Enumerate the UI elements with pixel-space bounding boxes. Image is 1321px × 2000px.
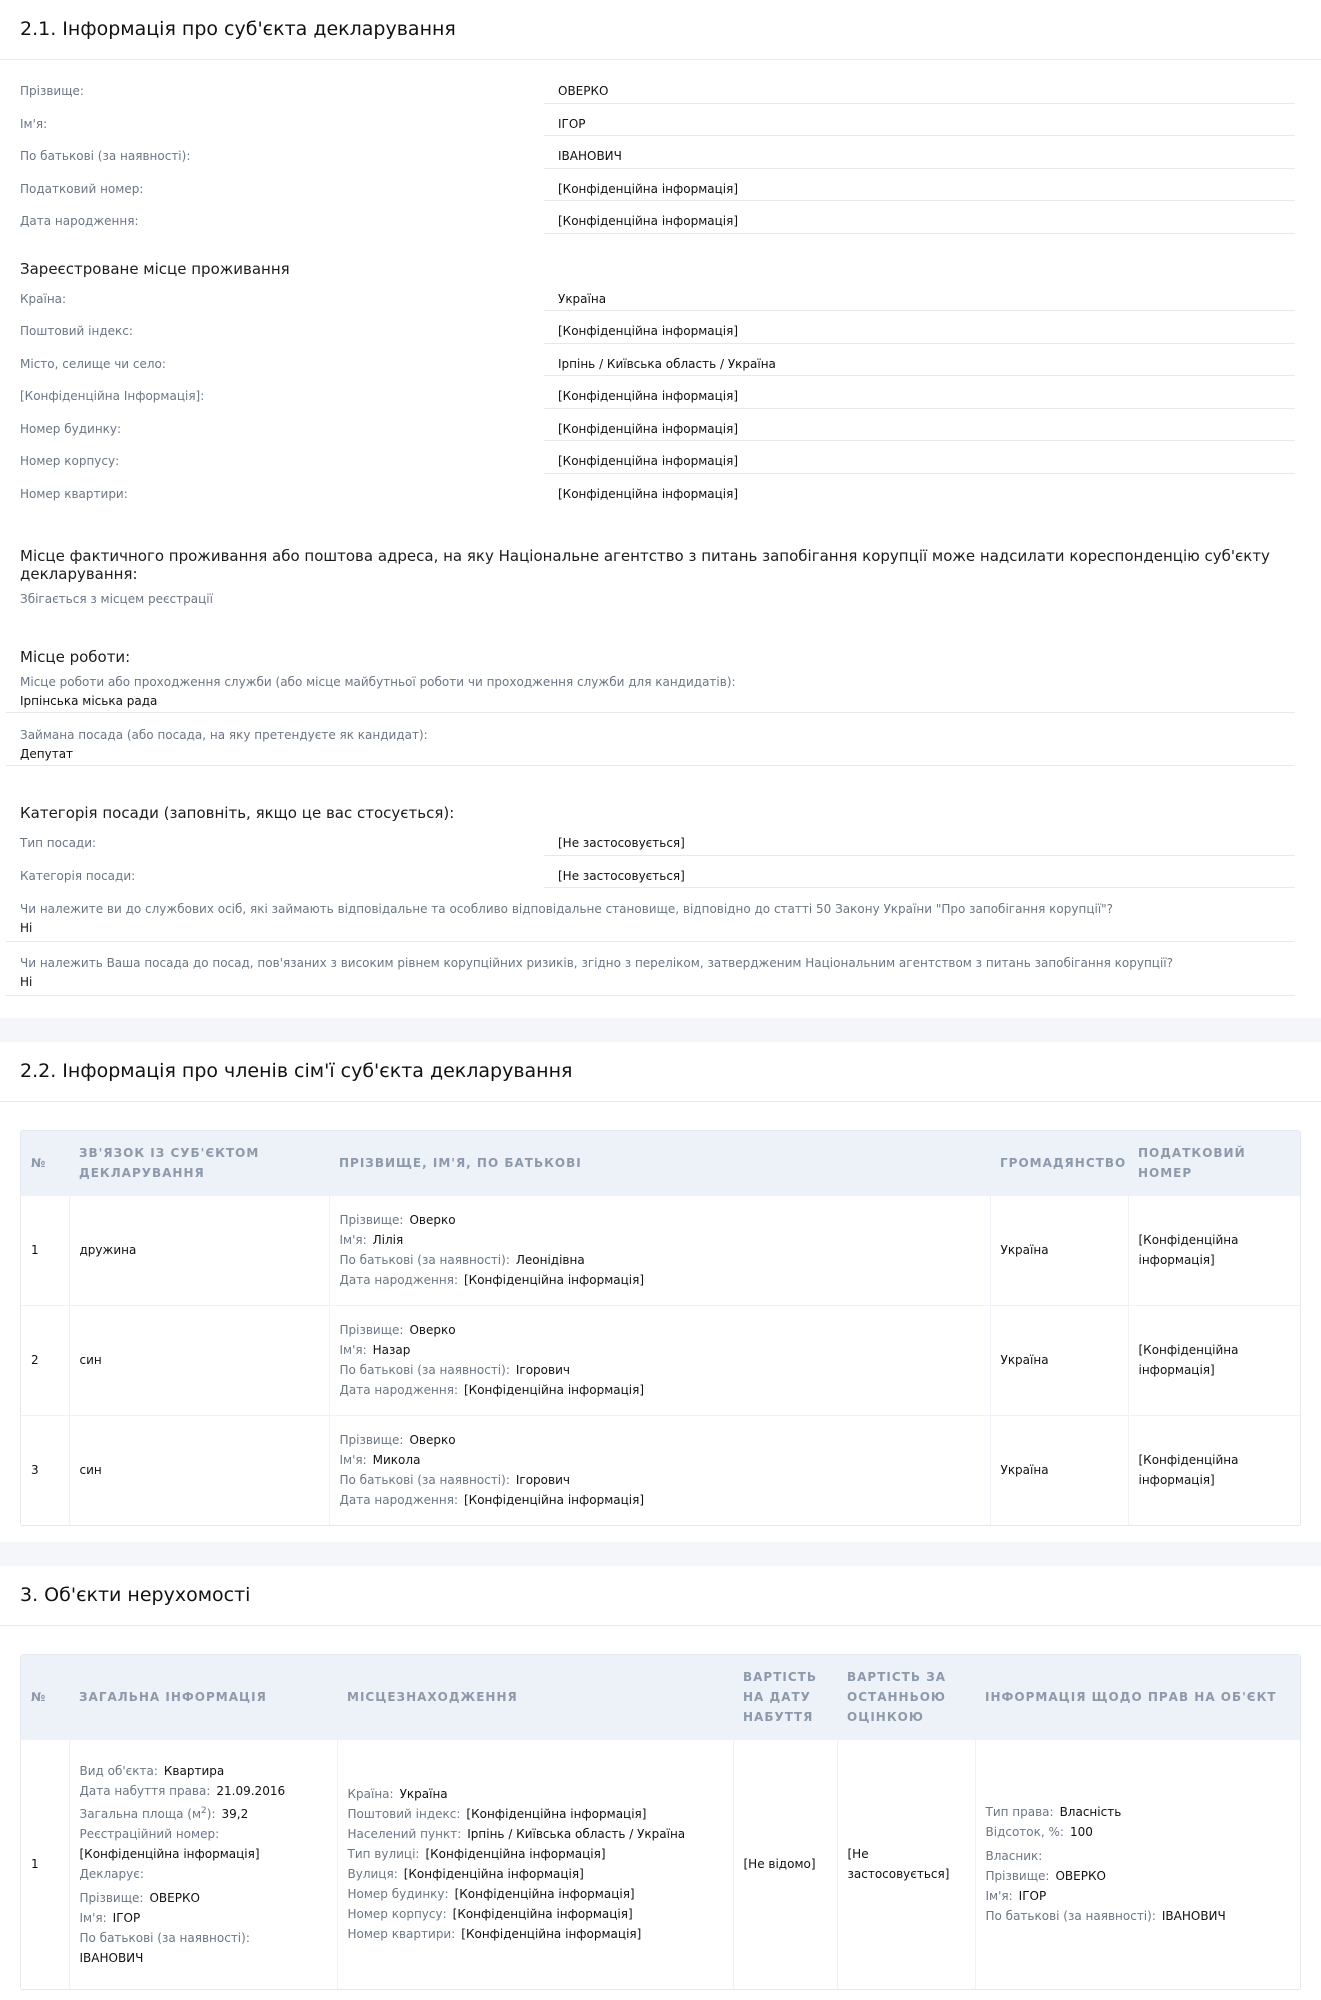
surname-value: Оверко [409, 1323, 456, 1337]
section-title: 3. Об'єкти нерухомості [0, 1566, 1321, 1626]
location-value: Ірпінь / Київська область / Україна [467, 1827, 686, 1842]
relation: син [69, 1415, 329, 1525]
position-label: Займана посада (або посада, на яку претендуєте як кандидат): [20, 728, 428, 742]
surname-label: Прізвище: [79, 1890, 144, 1905]
answer-text: Ні [20, 975, 33, 989]
field-label: Прізвище: [20, 84, 84, 98]
member-name-cell [329, 1305, 990, 1415]
col-header-rights: ІНФОРМАЦІЯ ЩОДО ПРАВ НА ОБ'ЄКТ [975, 1655, 1300, 1739]
section-gap [0, 1018, 1321, 1042]
info-row [0, 201, 1321, 234]
corruption-risk-question [0, 956, 1321, 996]
location-value: [Конфіденційна інформація] [452, 1907, 633, 1922]
member-name-cell [329, 1195, 990, 1305]
field-label: Категорія посади: [20, 868, 136, 883]
birth-label: Дата народження: [339, 1273, 458, 1287]
citizenship: Україна [990, 1305, 1128, 1415]
field-label: Номер корпусу: [20, 454, 120, 468]
info-row [0, 409, 1321, 442]
answer-text: Ні [20, 921, 33, 935]
field-label: Номер квартири: [20, 486, 128, 501]
field-value: Україна [558, 291, 607, 306]
position-category-heading: Категорія посади (заповніть, якщо це вас стосується): [20, 804, 455, 822]
location-value: Україна [399, 1787, 448, 1802]
info-row [0, 344, 1321, 377]
actual-address-heading: Місце фактичного проживання або поштова адреса, на яку Національне агентство з питань запобігання корупції може надсилати кореспонденцію суб'єкту декларування: [20, 547, 1270, 583]
area-label: Загальна площа $(м^2)$: [79, 1805, 216, 1821]
row-number: 1 [21, 1739, 69, 1989]
location-label: Вулиця: [347, 1867, 398, 1882]
location-label: Країна: [347, 1787, 394, 1802]
info-row [0, 441, 1321, 474]
info-row [0, 856, 1321, 889]
tax-number: [Конфіденційна інформація] [1128, 1305, 1300, 1415]
reg-number-value: [Конфіденційна інформація] [79, 1846, 260, 1861]
table-row [21, 1195, 1300, 1305]
area-value: 39,2 [221, 1806, 249, 1821]
patronymic-label: По батькові (за наявності): [339, 1473, 510, 1488]
field-label: Ім'я: [20, 116, 48, 131]
object-type-value: Квартира [163, 1763, 225, 1778]
field-label: Тип посади: [20, 836, 97, 850]
col-header-location: МІСЦЕЗНАХОДЖЕННЯ [337, 1655, 733, 1739]
info-row [0, 169, 1321, 202]
personal-info-list [0, 71, 1321, 234]
field-value: ІВАНОВИЧ [558, 149, 622, 163]
location-value: [Конфіденційна інформація] [461, 1927, 642, 1942]
col-header-relation: ЗВ'ЯЗОК ІЗ СУБ'ЄКТОМ ДЕКЛАРУВАННЯ [69, 1131, 329, 1195]
tax-number: [Конфіденційна інформація] [1128, 1415, 1300, 1525]
location-label: Населений пункт: [347, 1827, 462, 1842]
birth-value: [Конфіденційна інформація] [464, 1273, 645, 1287]
col-header-general: ЗАГАЛЬНА ІНФОРМАЦІЯ [69, 1655, 337, 1739]
field-label: Країна: [20, 291, 67, 306]
table-row [21, 1739, 1300, 1989]
info-row [0, 104, 1321, 137]
field-value: [Конфіденційна інформація] [558, 214, 739, 228]
name-label: Ім'я: [339, 1453, 367, 1468]
name-value: Назар [372, 1343, 411, 1357]
acquisition-date-label: Дата набуття права: [79, 1783, 211, 1798]
field-value: [Конфіденційна інформація] [558, 486, 739, 501]
section-gap [0, 1542, 1321, 1566]
name-value: ІГОР [112, 1910, 141, 1925]
table-row [21, 1415, 1300, 1525]
field-value: [Конфіденційна інформація] [558, 324, 739, 338]
field-value: ОВЕРКО [558, 84, 609, 98]
cost-acquisition: [Не відомо] [733, 1739, 837, 1989]
real-estate-table [20, 1654, 1301, 1990]
family-members-section [0, 1042, 1321, 1542]
location-label: Поштовий індекс: [347, 1807, 461, 1822]
actual-address-note: Збігається з місцем реєстрації [20, 592, 213, 606]
location-value: [Конфіденційна інформація] [466, 1807, 647, 1822]
field-label: Податковий номер: [20, 181, 144, 196]
birth-value: [Конфіденційна інформація] [464, 1493, 645, 1508]
field-label: [Конфіденційна Інформація]: [20, 389, 205, 403]
object-type-label: Вид об'єкта: [79, 1763, 158, 1778]
registered-address-heading: Зареєстроване місце проживання [20, 259, 290, 278]
surname-label: Прізвище: [985, 1869, 1050, 1884]
workplace-value: Ірпінська міська рада [20, 694, 158, 708]
field-value: ІГОР [558, 116, 586, 131]
info-row [0, 311, 1321, 344]
patronymic-label: По батькові (за наявності): [985, 1909, 1156, 1924]
table-header-row [21, 1131, 1300, 1195]
relation: син [69, 1305, 329, 1415]
surname-value: ОВЕРКО [1055, 1869, 1106, 1884]
surname-value: Оверко [409, 1433, 456, 1448]
row-number: 1 [21, 1195, 69, 1305]
info-row [0, 823, 1321, 856]
col-header-num: № [21, 1131, 69, 1195]
patronymic-label: По батькові (за наявності): [339, 1363, 510, 1377]
field-label: Поштовий індекс: [20, 324, 133, 338]
owner-label: Власник: [985, 1849, 1043, 1864]
col-header-num: № [21, 1655, 69, 1739]
workplace-block [0, 675, 1321, 713]
location-cell [337, 1739, 733, 1989]
field-label: Місто, селище чи село: [20, 356, 166, 371]
question-text: Чи належите ви до службових осіб, які займають відповідальне та особливо відповідальне становище, відповідно до статті 50 Закону України "Про запобігання корупції"? [20, 902, 1114, 916]
name-label: Ім'я: [339, 1233, 367, 1247]
field-value: Ірпінь / Київська область / Україна [558, 356, 776, 371]
name-value: Микола [372, 1453, 421, 1468]
right-type-label: Тип права: [985, 1805, 1054, 1820]
patronymic-value: ІВАНОВИЧ [1161, 1909, 1226, 1924]
name-label: Ім'я: [339, 1343, 367, 1357]
position-block [0, 728, 1321, 766]
birth-value: [Конфіденційна інформація] [464, 1383, 645, 1397]
table-header-row [21, 1655, 1300, 1739]
col-header-cost-last: ВАРТІСТЬ ЗА ОСТАННЬОЮ ОЦІНКОЮ [837, 1655, 975, 1739]
field-value: [Не застосовується] [558, 868, 685, 883]
col-header-full-name: ПРІЗВИЩЕ, ІМ'Я, ПО БАТЬКОВІ [329, 1131, 990, 1195]
question-text: Чи належить Ваша посада до посад, пов'язаних з високим рівнем корупційних ризиків, згідно з переліком, затвердженим Національним агентством з питань запобігання корупції? [20, 956, 1173, 970]
location-value: [Конфіденційна інформація] [403, 1867, 584, 1882]
patronymic-label: По батькові (за наявності): [79, 1930, 250, 1945]
name-label: Ім'я: [79, 1910, 107, 1925]
citizenship: Україна [990, 1415, 1128, 1525]
birth-label: Дата народження: [339, 1493, 458, 1508]
field-label: По батькові (за наявності): [20, 149, 191, 163]
surname-label: Прізвище: [339, 1323, 404, 1337]
workplace-label: Місце роботи або проходження служби (або місце майбутньої роботи чи проходження служби для кандидатів): [20, 675, 736, 689]
row-number: 3 [21, 1415, 69, 1525]
right-type-value: Власність [1059, 1805, 1122, 1820]
share-value: 100 [1069, 1825, 1093, 1840]
surname-label: Прізвище: [339, 1433, 404, 1448]
location-value: [Конфіденційна інформація] [454, 1887, 635, 1902]
col-header-cost-acquisition: ВАРТІСТЬ НА ДАТУ НАБУТТЯ [733, 1655, 837, 1739]
cost-last-valuation: [Не застосовується] [837, 1739, 975, 1989]
share-label: Відсоток, %: [985, 1825, 1064, 1840]
name-value: Лілія [372, 1233, 404, 1247]
patronymic-value: Ігорович [515, 1363, 570, 1377]
citizenship: Україна [990, 1195, 1128, 1305]
col-header-citizenship: ГРОМАДЯНСТВО [990, 1131, 1128, 1195]
location-label: Номер корпусу: [347, 1907, 447, 1922]
family-members-table [20, 1130, 1301, 1526]
info-row [0, 376, 1321, 409]
surname-label: Прізвище: [339, 1213, 404, 1227]
member-name-cell [329, 1415, 990, 1525]
location-label: Номер будинку: [347, 1887, 449, 1902]
section-title: 2.2. Інформація про членів сім'ї суб'єкта декларування [0, 1042, 1321, 1102]
section-title: 2.1. Інформація про суб'єкта декларування [0, 0, 1321, 60]
acquisition-date-value: 21.09.2016 [216, 1783, 286, 1798]
rights-cell [975, 1739, 1300, 1989]
patronymic-label: По батькові (за наявності): [339, 1253, 510, 1267]
field-value: [Конфіденційна інформація] [558, 389, 739, 403]
field-value: [Конфіденційна інформація] [558, 454, 739, 468]
responsible-position-question [0, 902, 1321, 942]
field-value: [Конфіденційна інформація] [558, 181, 739, 196]
field-value: [Не застосовується] [558, 836, 685, 850]
patronymic-value: Ігорович [515, 1473, 570, 1488]
info-row [0, 136, 1321, 169]
info-row [0, 71, 1321, 104]
name-value: ІГОР [1018, 1889, 1047, 1904]
location-label: Тип вулиці: [347, 1847, 420, 1862]
surname-value: ОВЕРКО [149, 1890, 200, 1905]
location-label: Номер квартири: [347, 1927, 456, 1942]
relation: дружина [69, 1195, 329, 1305]
field-label: Номер будинку: [20, 421, 122, 436]
name-label: Ім'я: [985, 1889, 1013, 1904]
patronymic-value: ІВАНОВИЧ [79, 1950, 144, 1965]
location-value: [Конфіденційна інформація] [425, 1847, 606, 1862]
position-value: Депутат [20, 747, 74, 761]
patronymic-value: Леонідівна [515, 1253, 585, 1267]
field-value: [Конфіденційна інформація] [558, 421, 739, 436]
birth-label: Дата народження: [339, 1383, 458, 1397]
surname-value: Оверко [409, 1213, 456, 1227]
info-row [0, 279, 1321, 312]
field-label: Дата народження: [20, 214, 139, 228]
reg-number-label: Реєстраційний номер: [79, 1826, 220, 1841]
row-number: 2 [21, 1305, 69, 1415]
real-estate-section [0, 1566, 1321, 2000]
col-header-tax-number: ПОДАТКОВИЙ НОМЕР [1128, 1131, 1300, 1195]
workplace-heading: Місце роботи: [20, 648, 131, 666]
info-row [0, 474, 1321, 507]
declares-label: Декларує: [79, 1866, 144, 1881]
table-row [21, 1305, 1300, 1415]
general-info-cell [69, 1739, 337, 1989]
registered-address-list [0, 279, 1321, 507]
tax-number: [Конфіденційна інформація] [1128, 1195, 1300, 1305]
